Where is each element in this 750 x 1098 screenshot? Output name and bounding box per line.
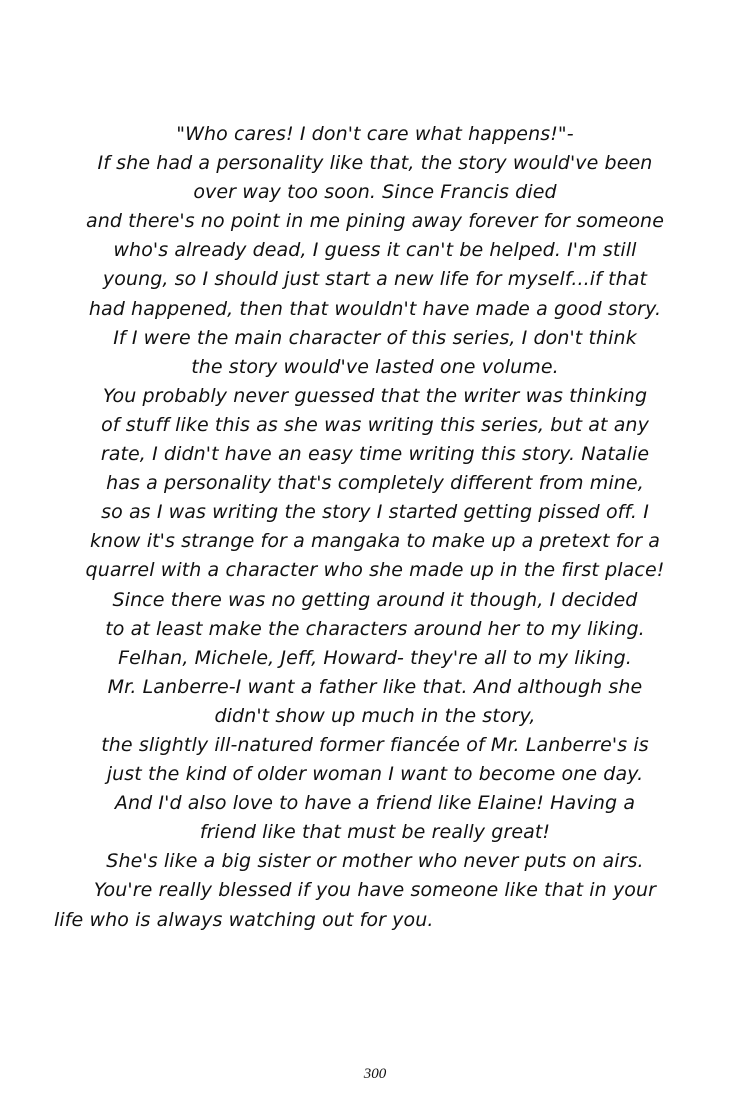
text-line: just the kind of older woman I want to become one day. bbox=[106, 763, 644, 786]
text-line: had happened, then that wouldn't have made a good story. bbox=[88, 297, 662, 320]
text-line: to at least make the characters around her to my liking. bbox=[105, 617, 645, 640]
text-line: the slightly ill-natured former fiancée of Mr. Lanberre's is bbox=[101, 733, 649, 756]
text-line: You're really blessed if you have someone like that in your bbox=[93, 879, 657, 902]
text-line: quarrel with a character who she made up in the first place! bbox=[85, 559, 665, 582]
text-line: rate, I didn't have an easy time writing this story. Natalie bbox=[100, 443, 650, 466]
text-line: has a personality that's completely different from mine, bbox=[106, 472, 644, 495]
text-line: and there's no point in me pining away forever for someone bbox=[86, 210, 664, 233]
text-line: friend like that must be really great! bbox=[199, 821, 551, 844]
text-line: didn't show up much in the story, bbox=[214, 704, 536, 727]
text-line: know it's strange for a mangaka to make up a pretext for a bbox=[89, 530, 661, 553]
page-number: 300 bbox=[363, 1066, 387, 1082]
text-line: life who is always watching out for you. bbox=[54, 908, 434, 931]
text-line: Felhan, Michele, Jeff, Howard- they're all to my liking. bbox=[118, 646, 632, 669]
text-line: "Who cares! I don't care what happens!"- bbox=[176, 123, 574, 145]
text-line: the story would've lasted one volume. bbox=[191, 355, 559, 378]
text-line: And I'd also love to have a friend like Elaine! Having a bbox=[114, 792, 636, 815]
text-line: of stuff like this as she was writing this series, but at any bbox=[101, 413, 649, 436]
text-line: so as I was writing the story I started getting pissed off. I bbox=[101, 501, 649, 524]
text-line: If she had a personality like that, the story would've been bbox=[97, 152, 653, 175]
text-line: who's already dead, I guess it can't be helped. I'm still bbox=[113, 239, 637, 262]
afterword-text bbox=[40, 120, 710, 935]
text-line: If I were the main character of this series, I don't think bbox=[113, 326, 637, 349]
text-line: young, so I should just start a new life for myself...if that bbox=[102, 268, 648, 291]
text-line: You probably never guessed that the writer was thinking bbox=[102, 384, 648, 407]
text-line: over way too soon. Since Francis died bbox=[193, 181, 557, 204]
text-line: Mr. Lanberre-I want a father like that. And although she bbox=[107, 675, 643, 698]
text-line: She's like a big sister or mother who never puts on airs. bbox=[106, 850, 644, 873]
text-line: Since there was no getting around it though, I decided bbox=[112, 588, 638, 611]
